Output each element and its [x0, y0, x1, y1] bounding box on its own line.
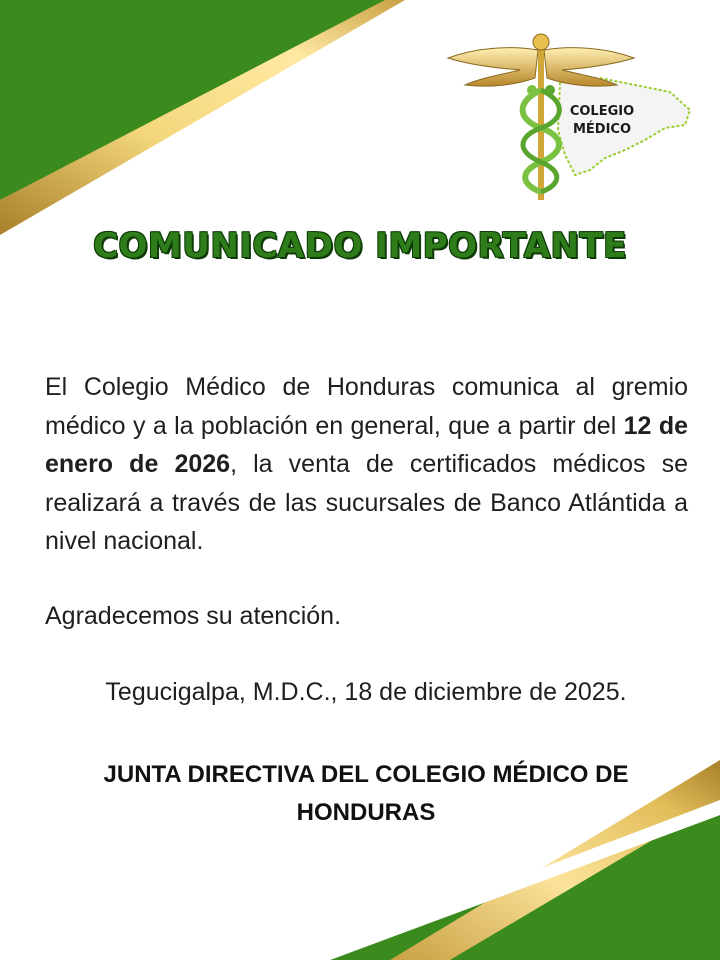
announcement-body	[45, 368, 688, 561]
signature	[40, 756, 692, 832]
page-title: COMUNICADO IMPORTANTE	[93, 226, 627, 266]
body-part-2: , la venta de certificados médicos se realizará a través de las sucursales de Banco Atlántida a nivel nacional.	[45, 450, 688, 555]
body-part-1: El Colegio Médico de Honduras comunica al gremio médico y a la población en general, que a partir del	[45, 373, 688, 440]
thanks-text: Agradecemos su atención.	[45, 602, 342, 630]
logo-line-2: MÉDICO	[572, 122, 632, 137]
body-highlight-date: 12 de enero de 2026	[45, 411, 688, 478]
logo-text	[562, 103, 642, 139]
signature-line-2: HONDURAS	[296, 799, 436, 826]
dateline: Tegucigalpa, M.D.C., 18 de diciembre de 2025.	[105, 678, 627, 706]
signature-line-1: JUNTA DIRECTIVA DEL COLEGIO MÉDICO DE	[103, 761, 629, 788]
logo-line-1: COLEGIO	[569, 104, 635, 119]
